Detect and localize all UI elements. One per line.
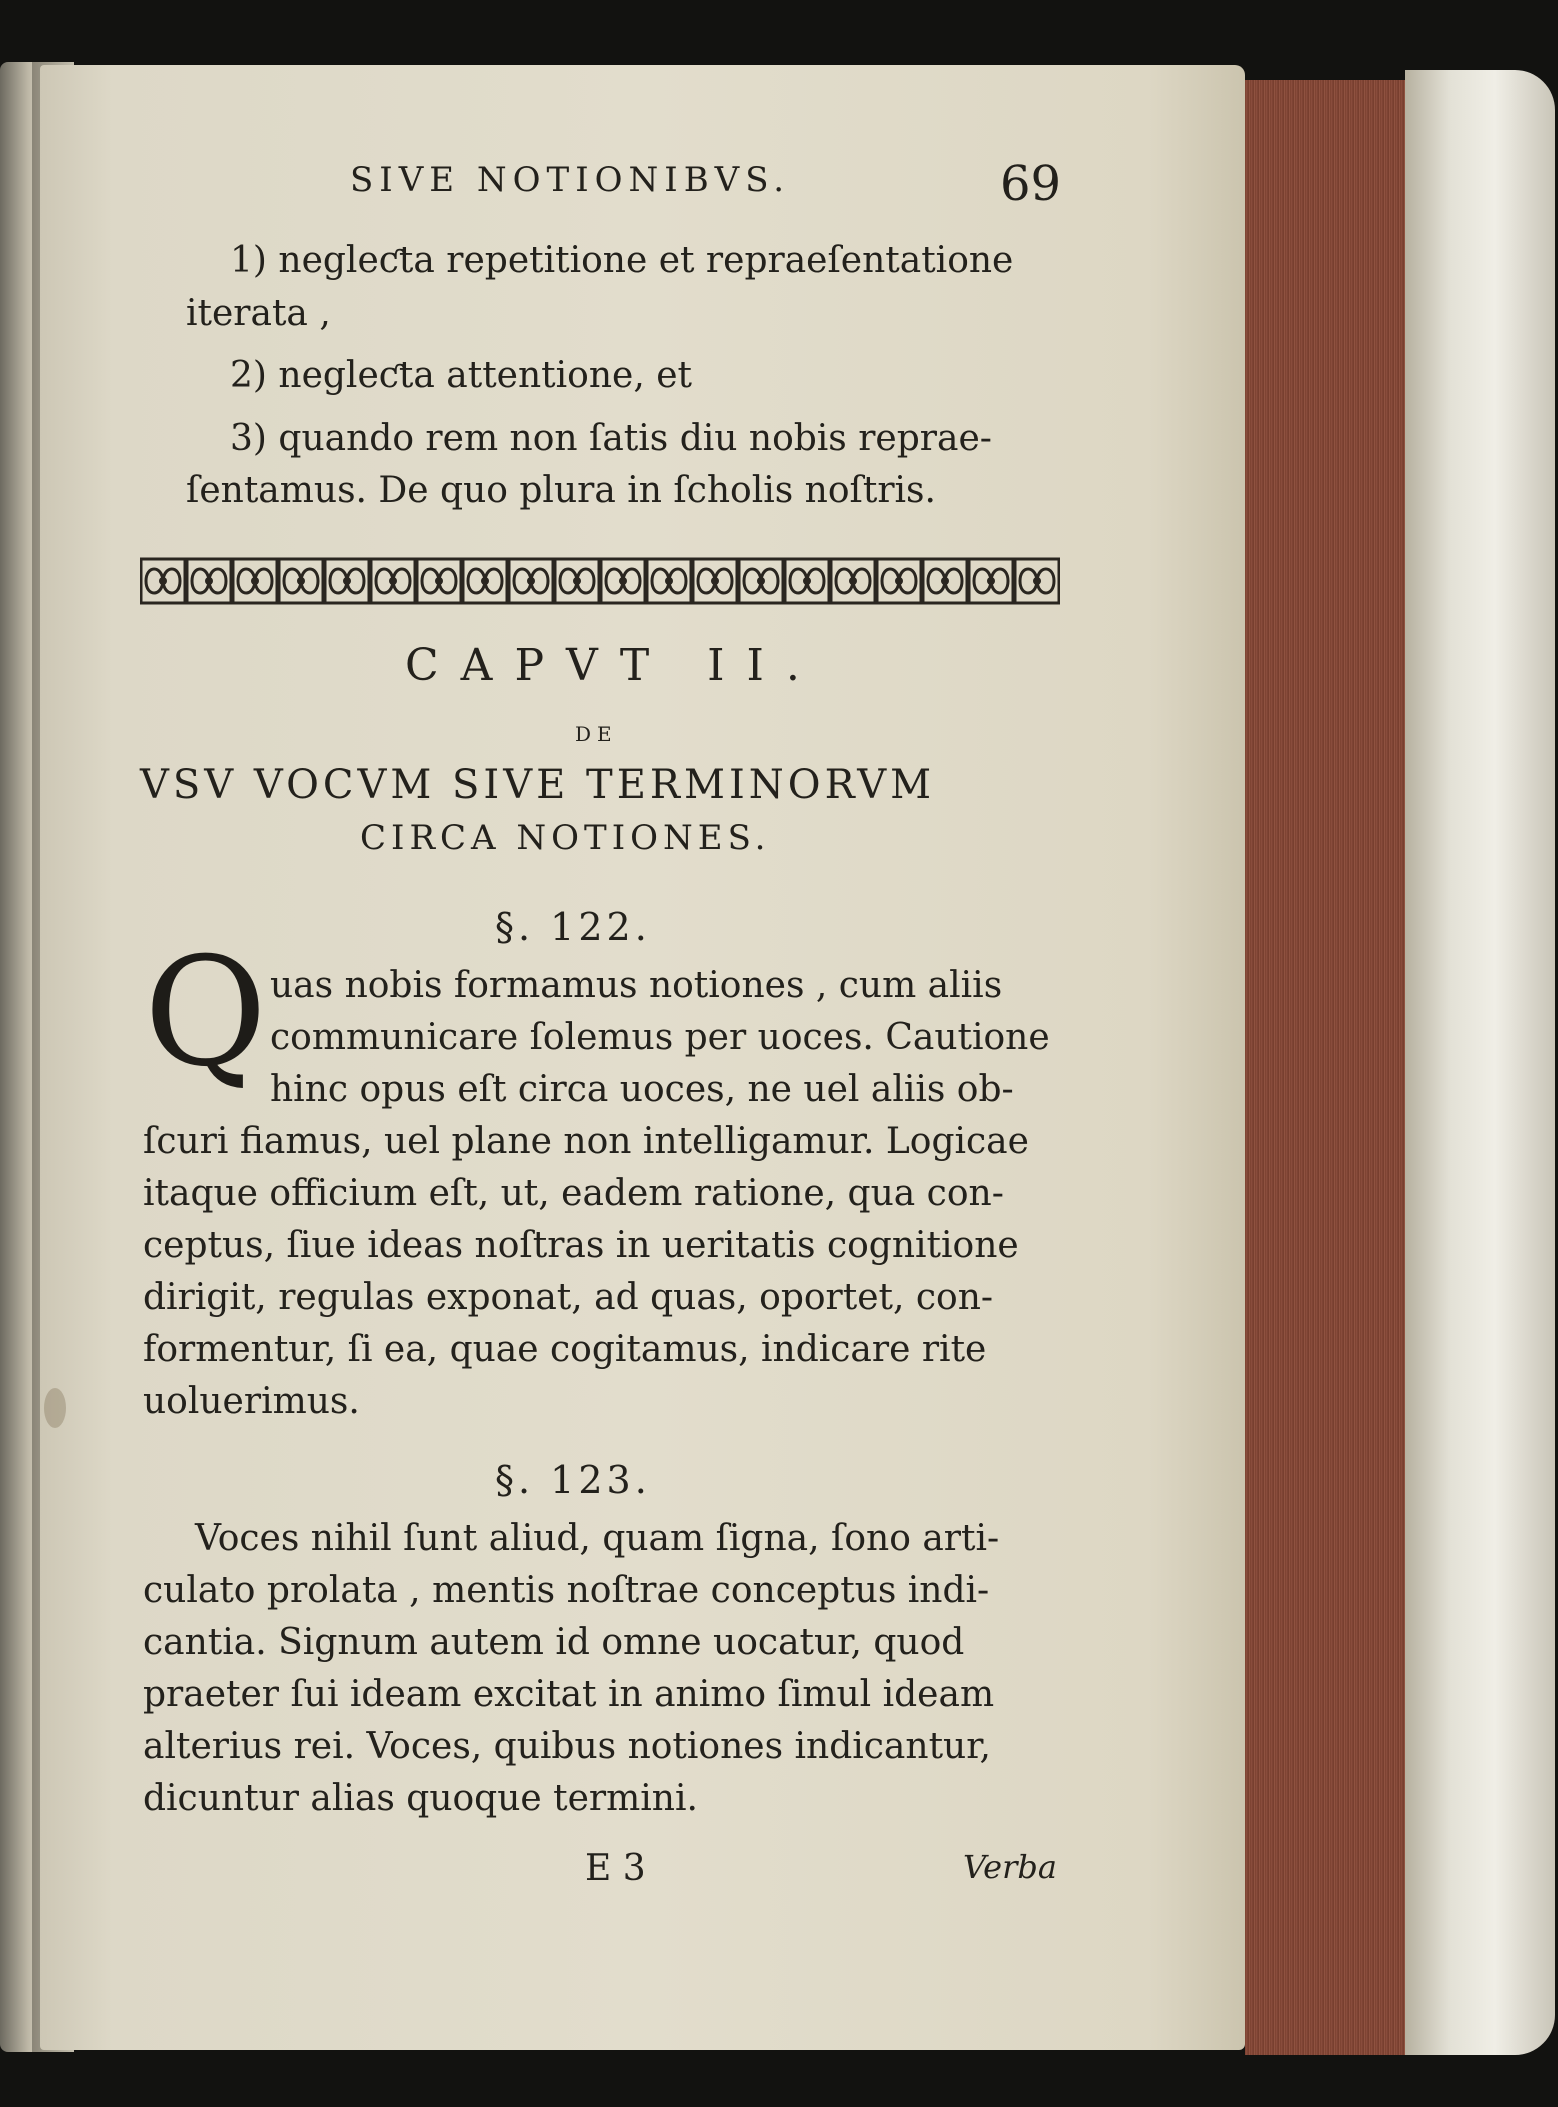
paragraph-line: culato prolata , mentis noſtrae conceptus indi- <box>143 1570 990 1611</box>
paragraph-line: dicuntur alias quoque termini. <box>143 1778 698 1819</box>
page-fore-edge <box>1245 80 1430 2055</box>
paragraph-line: communicare ſolemus per uoces. Cautione <box>270 1017 1050 1058</box>
list-item: ſentamus. De quo plura in ſcholis noſtris. <box>186 470 936 511</box>
signature-mark: E 3 <box>585 1848 646 1889</box>
chapter-title-line-1: VSV VOCVM SIVE TERMINORVM <box>140 762 936 808</box>
chapter-number: CAPVT II. <box>405 640 822 691</box>
ornament-band-icon <box>140 555 1060 607</box>
paragraph-line: ceptus, ſiue ideas noſtras in ueritatis cognitione <box>143 1225 1019 1266</box>
list-item: 2) negleƈta attentione, et <box>230 355 692 396</box>
section-heading: §. 122. <box>495 905 651 949</box>
book-cover <box>1405 70 1555 2055</box>
catchword: Verba <box>963 1848 1057 1886</box>
page-number: 69 <box>1000 156 1062 212</box>
list-item: 1) negleƈta repetitione et repraeſentatione <box>230 240 1014 281</box>
ornamental-rule <box>140 555 1060 607</box>
paragraph-line: uas nobis formamus notiones , cum aliis <box>270 965 1003 1006</box>
paragraph-line: cantia. Signum autem id omne uocatur, quod <box>143 1622 965 1663</box>
paragraph-line: hinc opus eſt circa uoces, ne uel aliis ob- <box>270 1069 1014 1110</box>
list-item: 3) quando rem non ſatis diu nobis reprae- <box>230 418 992 459</box>
paragraph-line: alterius rei. Voces, quibus notiones indicantur, <box>143 1726 991 1767</box>
paragraph-line: praeter ſui ideam excitat in animo ſimul ideam <box>143 1674 995 1715</box>
running-head-title: SIVE NOTIONIBVS. <box>350 160 791 200</box>
paragraph-line: uoluerimus. <box>143 1381 360 1422</box>
drop-cap: Q <box>144 926 267 1100</box>
paragraph-line: ſcuri fiamus, uel plane non intelligamur. Logicae <box>143 1121 1029 1162</box>
paragraph-line: Voces nihil ſunt aliud, quam ſigna, ſono arti- <box>195 1518 1000 1559</box>
chapter-title-line-2: CIRCA NOTIONES. <box>360 818 771 858</box>
chapter-de: DE <box>575 722 618 746</box>
list-item: iterata , <box>186 293 331 334</box>
section-heading: §. 123. <box>495 1458 651 1502</box>
paragraph-line: formentur, ſi ea, quae cogitamus, indicare rite <box>143 1329 987 1370</box>
paragraph-line: itaque officium eſt, ut, eadem ratione, qua con- <box>143 1173 1004 1214</box>
paragraph-line: dirigit, regulas exponat, ad quas, oportet, con- <box>143 1277 994 1318</box>
stain <box>44 1388 66 1428</box>
